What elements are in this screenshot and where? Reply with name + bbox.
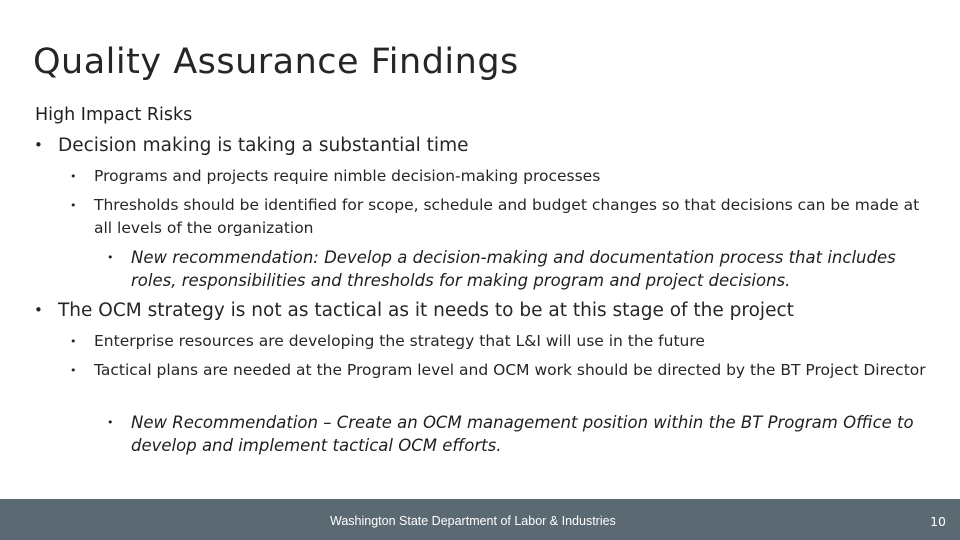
- bullet-dot-icon: •: [70, 170, 77, 183]
- bullet-text: Enterprise resources are developing the strategy that L&I will use in the future: [94, 332, 705, 350]
- bullet-text: The OCM strategy is not as tactical as it needs to be at this stage of the project: [58, 300, 794, 321]
- bullet-dot-icon: •: [70, 364, 77, 377]
- bullet-dot-icon: •: [34, 301, 43, 319]
- bullet-text: Thresholds should be identified for scope, schedule and budget changes so that decisions can be made at all levels of the organization: [94, 196, 920, 237]
- bullet-dot-icon: •: [70, 199, 77, 212]
- bullet-dot-icon: •: [107, 251, 114, 264]
- recommendation-item: [107, 246, 931, 292]
- sub-bullet-item: [70, 194, 934, 240]
- bullet-item: [34, 299, 794, 322]
- page-number: 10: [930, 514, 946, 529]
- bullet-dot-icon: •: [107, 416, 114, 429]
- bullet-dot-icon: •: [70, 335, 77, 348]
- recommendation-item: [107, 411, 931, 457]
- bullet-text: Decision making is taking a substantial time: [58, 135, 469, 156]
- footer-organization: Washington State Department of Labor & Industries: [330, 514, 616, 528]
- bullet-text: Programs and projects require nimble decision-making processes: [94, 167, 601, 185]
- sub-bullet-item: [70, 330, 934, 353]
- bullet-text: Tactical plans are needed at the Program level and OCM work should be directed by the BT Project Director: [94, 361, 926, 379]
- bullet-text: New recommendation: Develop a decision-making and documentation process that includes roles, responsibilities and thresholds for making program and project decisions.: [131, 248, 896, 290]
- bullet-dot-icon: •: [34, 136, 43, 154]
- slide-title: Quality Assurance Findings: [33, 42, 519, 82]
- sub-bullet-item: [70, 359, 934, 382]
- section-subheading: High Impact Risks: [35, 105, 193, 125]
- bullet-item: [34, 134, 469, 157]
- sub-bullet-item: [70, 165, 934, 188]
- bullet-text: New Recommendation – Create an OCM management position within the BT Program Office to develop and implement tactical OCM efforts.: [131, 413, 914, 455]
